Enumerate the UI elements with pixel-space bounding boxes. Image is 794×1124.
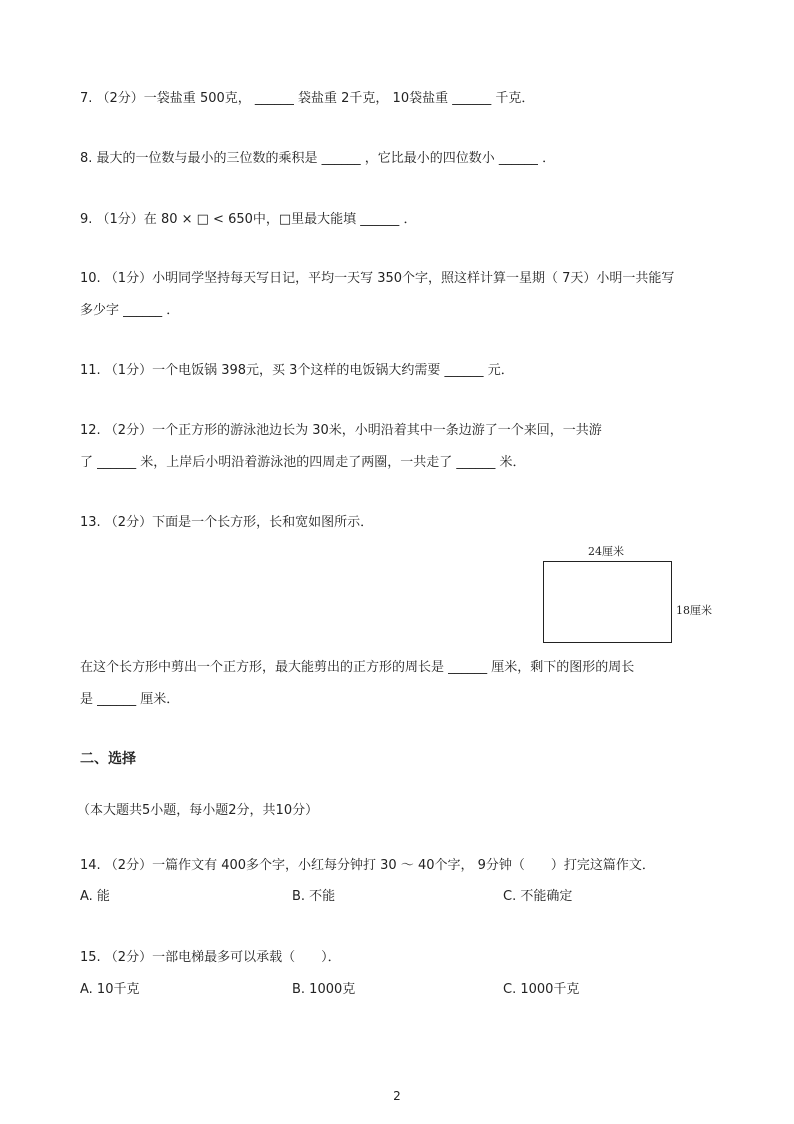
- section-2-note: （本大题共5小题，每小题2分，共10分）: [77, 803, 319, 818]
- question-14-option-b: B. 不能: [292, 889, 336, 904]
- question-10-line-1: 10. （1分）小明同学坚持每天写日记，平均一天写 350个字，照这样计算一星期（ 7天）小明一共能写: [80, 271, 675, 286]
- question-15-option-b: B. 1000克: [292, 982, 356, 997]
- section-2-title: 二、选择: [80, 751, 136, 767]
- question-9: 9. （1分）在 80 × □ < 650中，□里最大能填 ______ ．: [80, 212, 417, 227]
- question-14-stem: 14. （2分）一篇作文有 400多个字，小红每分钟打 30 ～ 40个字， 9分钟（ ）打完这篇作文．: [80, 858, 655, 873]
- question-15-stem: 15. （2分）一部电梯最多可以承载（ ）．: [80, 950, 341, 965]
- question-12-line-1: 12. （2分）一个正方形的游泳池边长为 30米，小明沿着其中一条边游了一个来回，一共游: [80, 423, 602, 438]
- question-13-stem: 13. （2分）下面是一个长方形，长和宽如图所示．: [80, 515, 374, 530]
- rectangle-width-label: 18厘米: [676, 604, 712, 617]
- question-12-line-2: 了 ______ 米，上岸后小明沿着游泳池的四周走了两圈，一共走了 ______ 米．: [80, 455, 526, 470]
- question-14-option-a: A. 能: [80, 889, 110, 904]
- question-14-option-c: C. 不能确定: [503, 889, 573, 904]
- question-15-option-c: C. 1000千克: [503, 982, 580, 997]
- question-11: 11. （1分）一个电饭锅 398元，买 3个这样的电饭锅大约需要 ______ 元．: [80, 363, 514, 378]
- question-8: 8. 最大的一位数与最小的三位数的乘积是 ______ ，它比最小的四位数小 ______ ．: [80, 151, 556, 166]
- question-13-line-2: 是 ______ 厘米．: [80, 692, 180, 707]
- rectangle-figure: [543, 561, 672, 643]
- question-15-option-a: A. 10千克: [80, 982, 140, 997]
- question-13-line-1: 在这个长方形中剪出一个正方形，最大能剪出的正方形的周长是 ______ 厘米，剩下的图形的周长: [80, 660, 635, 675]
- question-7: 7. （2分）一袋盐重 500克， ______ 袋盐重 2千克， 10袋盐重 ______ 千克．: [80, 91, 535, 106]
- question-10-line-2: 多少字 ______ ．: [80, 303, 180, 318]
- page-number: 2: [393, 1089, 401, 1103]
- rectangle-length-label: 24厘米: [588, 545, 624, 558]
